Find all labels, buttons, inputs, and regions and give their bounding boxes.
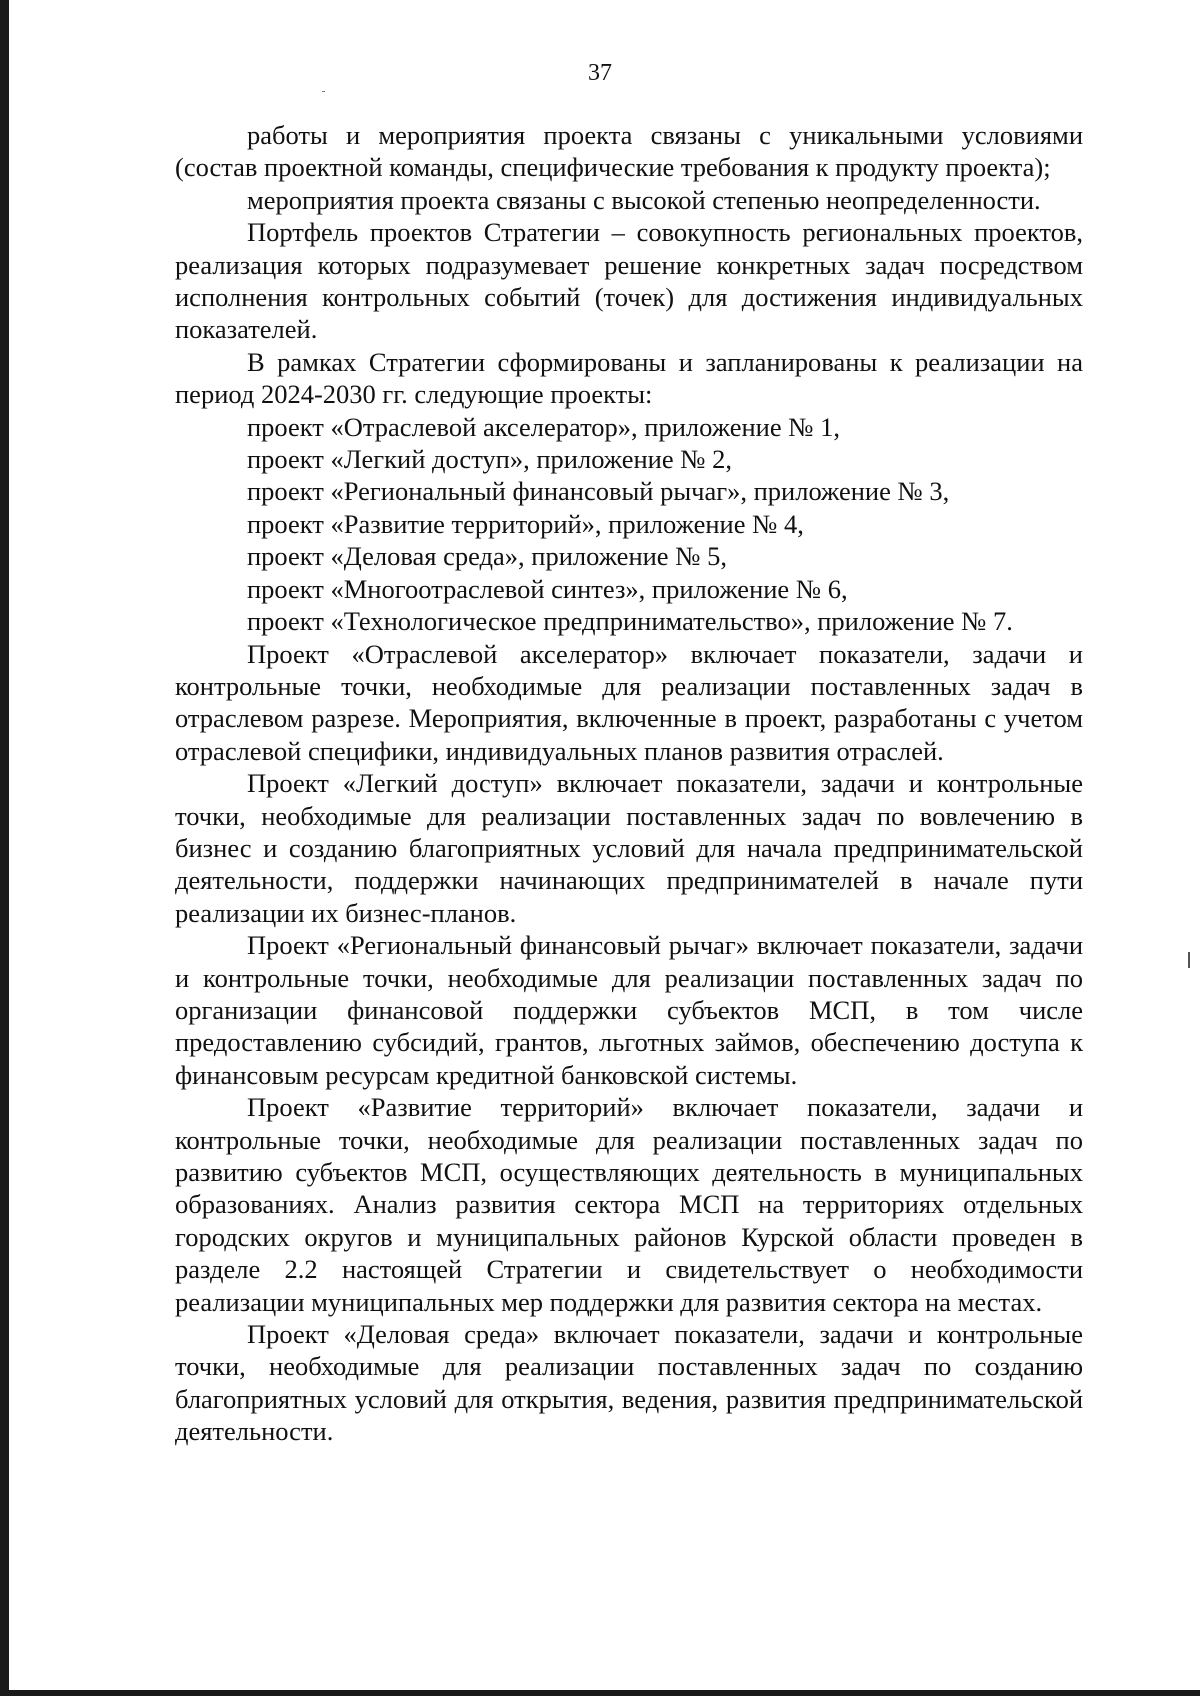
- list-item-project-5: проект «Деловая среда», приложение № 5,: [247, 541, 727, 572]
- list-item-project-1: проект «Отраслевой акселератор», приложение № 1,: [247, 411, 840, 442]
- scan-artifact-mark: [1188, 952, 1190, 968]
- list-item-project-3: проект «Региональный финансовый рычаг», приложение № 3,: [247, 476, 950, 507]
- list-item-project-4: проект «Развитие территорий», приложение № 4,: [247, 508, 804, 539]
- paragraph-industry-accelerator: Проект «Отраслевой акселератор» включает показатели, задачи и контрольные точки, необходимые для реализации поставленных задач в отраслевом разрезе. Мероприятия, включенные в проект, разработаны с учетом отраслевой специфики, индивидуальных планов развития отраслей.: [175, 638, 1083, 766]
- paragraph-financial-lever: Проект «Региональный финансовый рычаг» включает показатели, задачи и контрольные точки, необходимые для реализации поставленных задач по организации финансовой поддержки субъектов МСП, в том числе предоставлению субсидий, грантов, льготных займов, обеспечению доступа к финансовым ресурсам кредитной банковской системы.: [175, 930, 1083, 1090]
- paragraph-projects-intro: В рамках Стратегии сформированы и запланированы к реализации на период 2024-2030 гг. следующие проекты:: [175, 346, 1083, 410]
- scan-border-left: [0, 0, 9, 1696]
- list-item-project-6: проект «Многоотраслевой синтез», приложение № 6,: [247, 573, 848, 604]
- paragraph-territory-development: Проект «Развитие территорий» включает показатели, задачи и контрольные точки, необходимые для реализации поставленных задач по развитию субъектов МСП, осуществляющих деятельность в муниципальных образованиях. Анализ развития сектора МСП на территориях отдельных городских округов и муниципальных районов Курской области проведен в разделе 2.2 настоящей Стратегии и свидетельствует о необходимости реализации муниципальных мер поддержки для развития сектора на местах.: [175, 1092, 1083, 1317]
- list-item-project-7: проект «Технологическое предпринимательство», приложение № 7.: [247, 606, 1013, 637]
- paragraph-project-conditions: работы и мероприятия проекта связаны с уникальными условиями (состав проектной команды, специфические требования к продукту проекта);: [175, 120, 1083, 183]
- paragraph-portfolio-definition: Портфель проектов Стратегии – совокупность региональных проектов, реализация которых подразумевает решение конкретных задач посредством исполнения контрольных событий (точек) для достижения индивидуальных показателей.: [175, 217, 1083, 345]
- scan-border-bottom: [0, 1690, 1200, 1696]
- scan-artifact-dot: [322, 91, 325, 92]
- paragraph-project-uncertainty: мероприятия проекта связаны с высокой степенью неопределенности.: [247, 184, 1041, 215]
- list-item-project-2: проект «Легкий доступ», приложение № 2,: [247, 444, 733, 475]
- paragraph-business-environment: Проект «Деловая среда» включает показатели, задачи и контрольные точки, необходимые для реализации поставленных задач по созданию благоприятных условий для открытия, ведения, развития предпринимательской деятельности.: [175, 1319, 1083, 1447]
- paragraph-easy-access: Проект «Легкий доступ» включает показатели, задачи и контрольные точки, необходимые для реализации поставленных задач по вовлечению в бизнес и созданию благоприятных условий для начала предпринимательской деятельности, поддержки начинающих предпринимателей в начале пути реализации их бизнес-планов.: [175, 768, 1083, 928]
- page-number: 37: [588, 60, 612, 86]
- document-body: [175, 119, 1083, 1448]
